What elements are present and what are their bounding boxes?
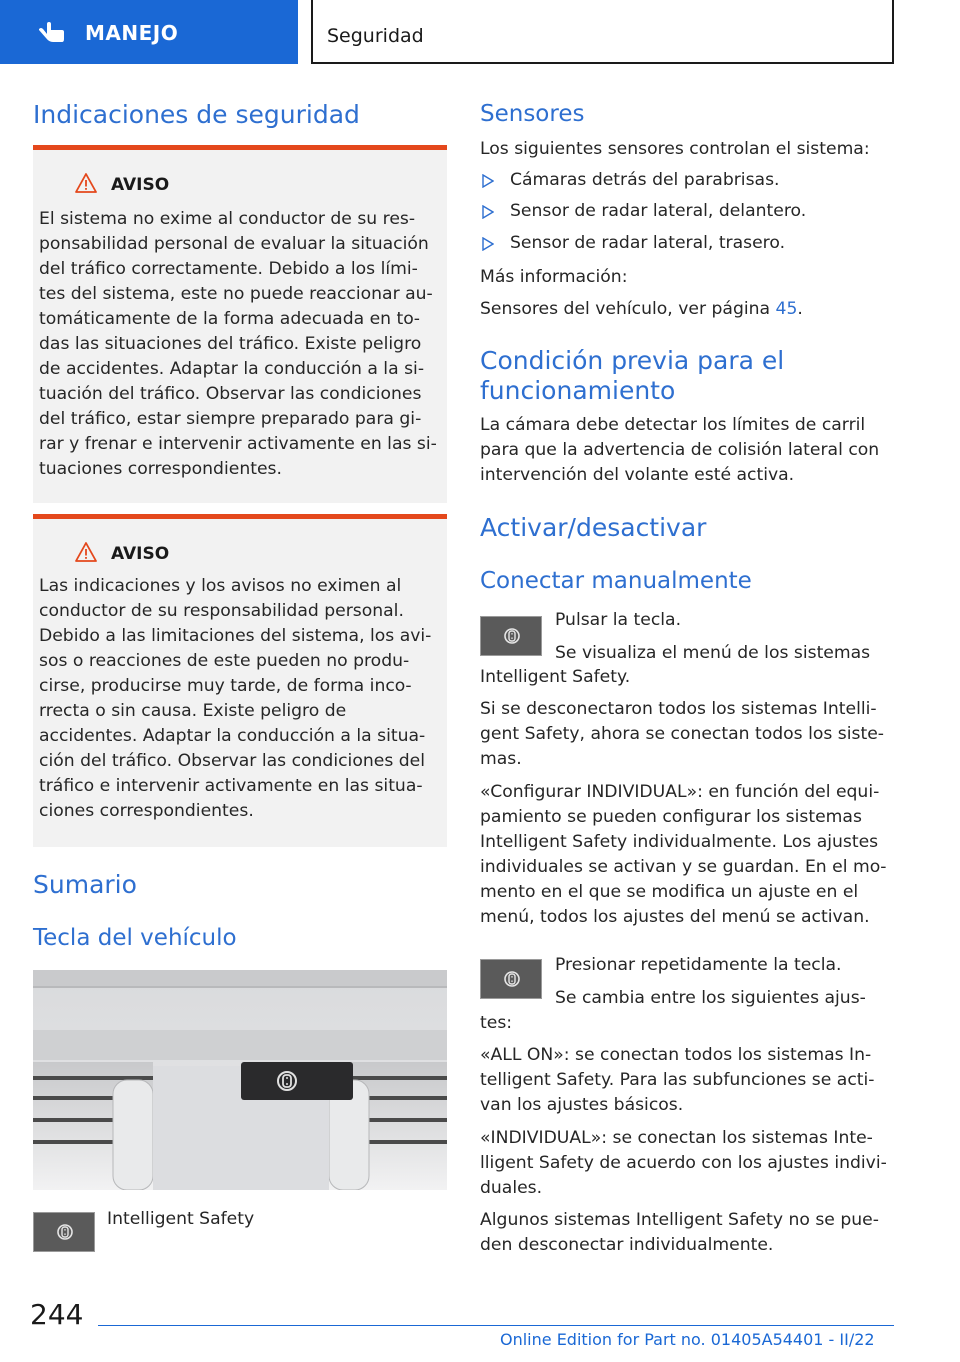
chapter-header xyxy=(311,0,894,64)
page-title: Indicaciones de seguridad xyxy=(33,100,360,129)
warning-title: AVISO xyxy=(111,175,170,195)
sensores-heading: Sensores xyxy=(480,101,585,127)
visualiza-text-1: Se visualiza el menú de los sistemas xyxy=(555,643,871,663)
footer-divider xyxy=(98,1325,894,1326)
bullet-arrow-icon xyxy=(482,237,494,251)
algunos-text: Algunos sistemas Intelligent Safety no se pue‐ den desconectar individualmente. xyxy=(480,1210,879,1255)
vehicle-button-photo xyxy=(33,970,447,1190)
individual-text: «INDIVIDUAL»: se conectan los sistemas Inte‐ lligent Safety de acuerdo con los ajustes indivi‐ duales. xyxy=(480,1128,887,1198)
cambia-text-2: tes: xyxy=(480,1013,513,1033)
conectar-heading: Conectar manualmente xyxy=(480,568,752,594)
warning-text: Las indicaciones y los avisos no eximen al conductor de su responsabilidad personal. Debido a las limitaciones del sistema, los avi‐ sos o reacciones de este pueden no produ‐ cirse, producirse muy tarde, de forma inco‐ rrecta o sin causa. Existe peligro de accidentes. Adaptar la conducción a la situa‐ ción del tráfico. Observar las condiciones del tráfico e intervenir activamente en las situa‐ ciones correspondientes. xyxy=(39,576,432,821)
bullet-arrow-icon xyxy=(482,174,494,188)
allon-text: «ALL ON»: se conectan todos los sistemas In‐ telligent Safety. Para las subfunciones se acti‐ van los ajustes básicos. xyxy=(480,1045,875,1115)
bullet-arrow-icon xyxy=(482,205,494,219)
warning-bar xyxy=(33,514,447,519)
section-label: MANEJO xyxy=(85,21,179,45)
section-tab xyxy=(0,0,298,64)
warning-box-2 xyxy=(33,514,447,847)
sumario-heading: Sumario xyxy=(33,870,137,899)
mas-info: Más información: xyxy=(480,267,628,287)
visualiza-text-2: Intelligent Safety. xyxy=(480,667,631,687)
warning-triangle-icon xyxy=(75,542,97,562)
tecla-heading: Tecla del vehículo xyxy=(33,925,237,951)
warning-bar xyxy=(33,145,447,150)
key-label: Intelligent Safety xyxy=(107,1209,255,1229)
pulsar-text: Pulsar la tecla. xyxy=(555,610,682,630)
si-text: Si se desconectaron todos los sistemas Intelli‐ gent Safety, ahora se conectan todos los siste‐ mas. xyxy=(480,699,884,769)
intelligent-safety-button-icon xyxy=(480,616,542,656)
condicion-text: La cámara debe detectar los límites de carril para que la advertencia de colisión lateral con intervención del volante esté activa. xyxy=(480,415,880,485)
footer-edition: Online Edition for Part no. 01405A54401 - II/22 xyxy=(500,1330,875,1349)
warning-triangle-icon xyxy=(75,173,97,193)
page-link[interactable]: 45 xyxy=(775,299,798,319)
cambia-text-1: Se cambia entre los siguientes ajus‐ xyxy=(555,988,866,1008)
presionar-text: Presionar repetidamente la tecla. xyxy=(555,955,842,975)
config-text: «Configurar INDIVIDUAL»: en función del equi‐ pamiento se pueden configurar los sistemas Intelligent Safety individualmente. Los ajustes individuales se activan y se guardan. En el mo‐ mento en el que se modifica un ajuste en el menú, todos los ajustes del menú se activan. xyxy=(480,782,887,927)
warning-box-1 xyxy=(33,145,447,503)
hand-icon xyxy=(36,20,66,46)
chapter-label: Seguridad xyxy=(327,25,424,47)
intelligent-safety-button-icon xyxy=(480,959,542,999)
condicion-heading: Condición previa para el funcionamiento xyxy=(480,346,785,405)
activar-heading: Activar/desactivar xyxy=(480,513,707,542)
warning-text: El sistema no exime al conductor de su res‐ ponsabilidad personal de evaluar la situación del tráfico correctamente. Debido a los lími‐ tes del sistema, este no puede reaccionar au‐ tomáticamente de la forma adecuada en to‐ das las situaciones del tráfico. Existe peligro de accidentes. Adaptar la conducción a la si‐ tuación del tráfico. Observar las condiciones del tráfico, estar siempre preparado para gi‐ rar y frenar e intervenir activamente en las si‐ tuaciones correspondientes. xyxy=(39,209,437,479)
intelligent-safety-button-icon xyxy=(33,1212,95,1252)
page-number: 244 xyxy=(30,1298,84,1331)
warning-title: AVISO xyxy=(111,544,170,564)
sensores-intro: Los siguientes sensores controlan el sistema: xyxy=(480,139,870,159)
page-reference: Sensores del vehículo, ver página 45. xyxy=(480,299,803,319)
